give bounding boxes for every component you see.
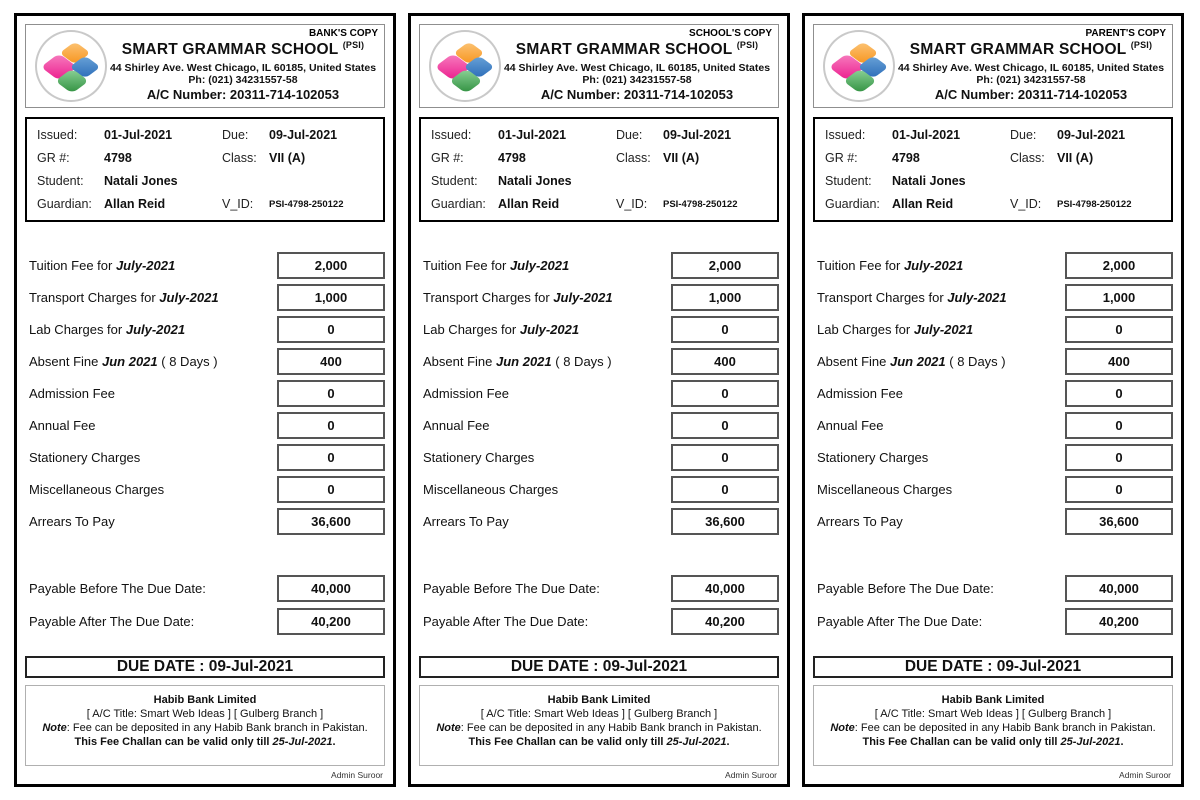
admin-signature: Admin Suroor <box>1119 770 1171 780</box>
due-date: 09-Jul-2021 <box>269 128 338 142</box>
fee-amount-box <box>277 412 385 439</box>
fee-row <box>813 252 1173 279</box>
due-label: Due: <box>616 128 643 142</box>
school-logo-icon <box>822 29 896 103</box>
payable-amount-box <box>671 608 779 635</box>
fee-row <box>813 412 1173 439</box>
school-phone: Ph: (021) 34231557-58 <box>188 73 298 86</box>
fee-amount-box <box>1065 380 1173 407</box>
payable-amount-box <box>1065 608 1173 635</box>
fee-label: Lab Charges for July-2021 <box>423 322 580 337</box>
bank-footer <box>419 685 779 766</box>
payable-amount-box <box>1065 575 1173 602</box>
fee-amount: 0 <box>721 322 729 337</box>
fee-row <box>419 380 779 407</box>
fee-label: Miscellaneous Charges <box>817 482 953 497</box>
fee-amount: 0 <box>1115 482 1123 497</box>
validity-note: This Fee Challan can be valid only till 25-Jul-2021. <box>862 736 1124 748</box>
due-date-banner: DUE DATE : 09-Jul-2021 <box>25 656 385 678</box>
class-label: Class: <box>616 151 651 165</box>
payable-label: Payable After The Due Date: <box>423 614 589 629</box>
voucher-id: PSI-4798-250122 <box>663 198 738 210</box>
fee-label: Annual Fee <box>817 418 884 433</box>
school-account-number: A/C Number: 20311-714-102053 <box>540 86 734 102</box>
school-name-suffix: (PSI) <box>342 40 365 51</box>
fee-amount-box <box>1065 284 1173 311</box>
fee-label: Tuition Fee for July-2021 <box>423 258 570 273</box>
fee-amount-box <box>277 284 385 311</box>
issued-label: Issued: <box>825 128 866 142</box>
fee-amount: 0 <box>327 418 335 433</box>
gr-number: 4798 <box>892 151 920 165</box>
school-header <box>813 24 1173 108</box>
bank-branch: [ A/C Title: Smart Web Ideas ] [ Gulberg Branch ] <box>480 708 718 720</box>
voucher-id: PSI-4798-250122 <box>269 198 344 210</box>
fee-amount-box <box>671 412 779 439</box>
fee-amount-box <box>277 252 385 279</box>
issued-label: Issued: <box>37 128 78 142</box>
fee-amount: 400 <box>320 354 342 369</box>
fee-amount: 1,000 <box>1102 290 1136 305</box>
payable-row <box>813 575 1173 602</box>
due-date: 09-Jul-2021 <box>1057 128 1126 142</box>
school-header <box>25 24 385 108</box>
fee-row <box>813 476 1173 503</box>
voucher-id: PSI-4798-250122 <box>1057 198 1132 210</box>
fee-amount: 2,000 <box>1102 258 1136 273</box>
school-name-suffix: (PSI) <box>1130 40 1153 51</box>
fee-label: Stationery Charges <box>817 450 929 465</box>
fee-row <box>419 412 779 439</box>
guardian-name: Allan Reid <box>104 197 166 211</box>
fee-label: Tuition Fee for July-2021 <box>29 258 176 273</box>
student-label: Student: <box>431 174 478 188</box>
bank-branch: [ A/C Title: Smart Web Ideas ] [ Gulberg Branch ] <box>874 708 1112 720</box>
issued-date: 01-Jul-2021 <box>104 128 173 142</box>
school-phone: Ph: (021) 34231557-58 <box>976 73 1086 86</box>
class-label: Class: <box>1010 151 1045 165</box>
school-account-number: A/C Number: 20311-714-102053 <box>146 86 340 102</box>
student-info-box <box>813 117 1173 222</box>
gr-label: GR #: <box>37 151 70 165</box>
fee-amount: 400 <box>1108 354 1130 369</box>
payable-row <box>25 608 385 635</box>
payable-amount-box <box>671 575 779 602</box>
fee-challan-copy <box>802 13 1184 787</box>
totals-rows <box>813 575 1173 641</box>
bank-name: Habib Bank Limited <box>941 694 1045 706</box>
vid-label: V_ID: <box>222 197 254 211</box>
bank-name: Habib Bank Limited <box>547 694 651 706</box>
gr-label: GR #: <box>825 151 858 165</box>
gr-number: 4798 <box>498 151 526 165</box>
fee-amount-box <box>277 316 385 343</box>
copy-label: SCHOOL'S COPY <box>689 28 772 39</box>
fee-label: Absent Fine Jun 2021 ( 8 Days ) <box>29 354 218 369</box>
fee-label: Tuition Fee for July-2021 <box>817 258 964 273</box>
student-info-box <box>25 117 385 222</box>
school-account-number: A/C Number: 20311-714-102053 <box>934 86 1128 102</box>
fee-row <box>25 508 385 535</box>
fee-row <box>25 476 385 503</box>
issued-date: 01-Jul-2021 <box>892 128 961 142</box>
vid-label: V_ID: <box>616 197 648 211</box>
fee-amount-box <box>277 508 385 535</box>
payable-row <box>813 608 1173 635</box>
fee-label: Transport Charges for July-2021 <box>817 290 1007 305</box>
fee-label: Arrears To Pay <box>29 514 115 529</box>
school-text-block <box>108 30 378 101</box>
copy-label: PARENT'S COPY <box>1085 28 1166 39</box>
fee-row <box>813 348 1173 375</box>
fee-amount-box <box>277 444 385 471</box>
guardian-label: Guardian: <box>37 197 92 211</box>
school-name: SMART GRAMMAR SCHOOL $^{(PSI)}$ <box>121 40 365 59</box>
fee-label: Admission Fee <box>423 386 509 401</box>
payable-amount-box <box>277 608 385 635</box>
payable-amount: 40,000 <box>1099 581 1139 596</box>
school-header <box>419 24 779 108</box>
fee-amount-box <box>671 316 779 343</box>
issued-label: Issued: <box>431 128 472 142</box>
payable-row <box>25 575 385 602</box>
fee-row <box>813 380 1173 407</box>
fee-amount: 36,600 <box>311 514 351 529</box>
fee-row <box>25 444 385 471</box>
payable-label: Payable Before The Due Date: <box>29 581 206 596</box>
due-date-banner: DUE DATE : 09-Jul-2021 <box>813 656 1173 678</box>
deposit-note: Note: Fee can be deposited in any Habib Bank branch in Pakistan. <box>830 722 1156 734</box>
fee-row <box>419 284 779 311</box>
fee-amount: 36,600 <box>1099 514 1139 529</box>
fee-amount: 0 <box>1115 322 1123 337</box>
bank-branch: [ A/C Title: Smart Web Ideas ] [ Gulberg Branch ] <box>86 708 324 720</box>
class-label: Class: <box>222 151 257 165</box>
due-label: Due: <box>1010 128 1037 142</box>
fee-amount-box <box>671 476 779 503</box>
fee-row <box>25 348 385 375</box>
payable-amount: 40,000 <box>705 581 745 596</box>
fee-label: Arrears To Pay <box>423 514 509 529</box>
fee-amount-box <box>1065 444 1173 471</box>
payable-label: Payable After The Due Date: <box>817 614 983 629</box>
school-address: 44 Shirley Ave. West Chicago, IL 60185, United States <box>503 61 771 74</box>
fee-amount-box <box>671 252 779 279</box>
bank-name: Habib Bank Limited <box>153 694 257 706</box>
school-logo-icon <box>34 29 108 103</box>
fee-label: Admission Fee <box>817 386 903 401</box>
totals-rows <box>25 575 385 641</box>
fee-amount: 0 <box>1115 418 1123 433</box>
fee-label: Admission Fee <box>29 386 115 401</box>
payable-label: Payable Before The Due Date: <box>817 581 994 596</box>
fee-amount-box <box>1065 252 1173 279</box>
fee-label: Transport Charges for July-2021 <box>29 290 219 305</box>
guardian-name: Allan Reid <box>498 197 560 211</box>
fee-amount-box <box>671 508 779 535</box>
fee-label: Annual Fee <box>423 418 490 433</box>
totals-rows <box>419 575 779 641</box>
school-name: SMART GRAMMAR SCHOOL $^{(PSI)}$ <box>909 40 1153 59</box>
payable-row <box>419 575 779 602</box>
fee-row <box>25 380 385 407</box>
copy-label: BANK'S COPY <box>308 28 378 39</box>
school-logo-icon <box>428 29 502 103</box>
fee-amount: 1,000 <box>708 290 742 305</box>
payable-label: Payable After The Due Date: <box>29 614 195 629</box>
fee-row <box>813 284 1173 311</box>
deposit-note: Note: Fee can be deposited in any Habib Bank branch in Pakistan. <box>436 722 762 734</box>
school-phone: Ph: (021) 34231557-58 <box>582 73 692 86</box>
fee-row <box>25 284 385 311</box>
fee-amount-box <box>1065 316 1173 343</box>
class-value: VII (A) <box>663 151 700 165</box>
fee-challan-copy <box>14 13 396 787</box>
school-text-block <box>502 30 772 101</box>
gr-number: 4798 <box>104 151 132 165</box>
fee-label: Stationery Charges <box>423 450 535 465</box>
fee-row <box>813 508 1173 535</box>
fee-amount: 0 <box>721 482 729 497</box>
due-date-banner: DUE DATE : 09-Jul-2021 <box>419 656 779 678</box>
student-info-box <box>419 117 779 222</box>
fee-label: Transport Charges for July-2021 <box>423 290 613 305</box>
school-name: SMART GRAMMAR SCHOOL $^{(PSI)}$ <box>515 40 759 59</box>
guardian-name: Allan Reid <box>892 197 954 211</box>
validity-note: This Fee Challan can be valid only till 25-Jul-2021. <box>74 736 336 748</box>
fee-amount-box <box>1065 508 1173 535</box>
fee-row <box>25 252 385 279</box>
fee-label: Absent Fine Jun 2021 ( 8 Days ) <box>423 354 612 369</box>
fee-amount-box <box>1065 412 1173 439</box>
student-name: Natali Jones <box>498 174 572 188</box>
validity-note: This Fee Challan can be valid only till 25-Jul-2021. <box>468 736 730 748</box>
fee-amount: 0 <box>1115 386 1123 401</box>
fee-row <box>419 348 779 375</box>
bank-footer <box>813 685 1173 766</box>
fee-amount: 0 <box>721 418 729 433</box>
guardian-label: Guardian: <box>431 197 486 211</box>
fee-amount: 0 <box>327 322 335 337</box>
fee-rows <box>25 252 385 540</box>
fee-amount-box <box>671 284 779 311</box>
fee-amount: 0 <box>721 386 729 401</box>
fee-row <box>25 316 385 343</box>
fee-row <box>419 252 779 279</box>
payable-amount: 40,000 <box>311 581 351 596</box>
fee-amount: 0 <box>1115 450 1123 465</box>
fee-amount: 0 <box>721 450 729 465</box>
school-text-block <box>896 30 1166 101</box>
payable-amount: 40,200 <box>1099 614 1139 629</box>
school-address: 44 Shirley Ave. West Chicago, IL 60185, United States <box>897 61 1165 74</box>
fee-label: Stationery Charges <box>29 450 141 465</box>
payable-label: Payable Before The Due Date: <box>423 581 600 596</box>
fee-label: Lab Charges for July-2021 <box>817 322 974 337</box>
fee-amount: 36,600 <box>705 514 745 529</box>
fee-amount-box <box>671 380 779 407</box>
fee-amount: 0 <box>327 482 335 497</box>
fee-amount: 400 <box>714 354 736 369</box>
guardian-label: Guardian: <box>825 197 880 211</box>
admin-signature: Admin Suroor <box>331 770 383 780</box>
admin-signature: Admin Suroor <box>725 770 777 780</box>
fee-amount-box <box>1065 348 1173 375</box>
fee-amount: 0 <box>327 450 335 465</box>
fee-amount-box <box>1065 476 1173 503</box>
student-name: Natali Jones <box>892 174 966 188</box>
fee-rows <box>419 252 779 540</box>
fee-amount-box <box>277 476 385 503</box>
fee-label: Lab Charges for July-2021 <box>29 322 186 337</box>
fee-label: Absent Fine Jun 2021 ( 8 Days ) <box>817 354 1006 369</box>
payable-row <box>419 608 779 635</box>
fee-amount-box <box>671 444 779 471</box>
fee-amount-box <box>277 348 385 375</box>
student-label: Student: <box>825 174 872 188</box>
deposit-note: Note: Fee can be deposited in any Habib Bank branch in Pakistan. <box>42 722 368 734</box>
issued-date: 01-Jul-2021 <box>498 128 567 142</box>
payable-amount-box <box>277 575 385 602</box>
fee-label: Arrears To Pay <box>817 514 903 529</box>
fee-row <box>419 316 779 343</box>
school-address: 44 Shirley Ave. West Chicago, IL 60185, United States <box>109 61 377 74</box>
fee-row <box>419 476 779 503</box>
fee-label: Annual Fee <box>29 418 96 433</box>
bank-footer <box>25 685 385 766</box>
fee-challan-copy <box>408 13 790 787</box>
fee-row <box>25 412 385 439</box>
fee-amount: 0 <box>327 386 335 401</box>
fee-amount: 2,000 <box>314 258 348 273</box>
fee-amount: 1,000 <box>314 290 348 305</box>
fee-row <box>419 444 779 471</box>
payable-amount: 40,200 <box>311 614 351 629</box>
fee-label: Miscellaneous Charges <box>29 482 165 497</box>
school-name-suffix: (PSI) <box>736 40 759 51</box>
fee-amount-box <box>671 348 779 375</box>
fee-amount-box <box>277 380 385 407</box>
fee-row <box>813 444 1173 471</box>
fee-label: Miscellaneous Charges <box>423 482 559 497</box>
fee-amount: 2,000 <box>708 258 742 273</box>
due-label: Due: <box>222 128 249 142</box>
class-value: VII (A) <box>1057 151 1094 165</box>
due-date: 09-Jul-2021 <box>663 128 732 142</box>
fee-row <box>419 508 779 535</box>
student-label: Student: <box>37 174 84 188</box>
fee-rows <box>813 252 1173 540</box>
payable-amount: 40,200 <box>705 614 745 629</box>
student-name: Natali Jones <box>104 174 178 188</box>
class-value: VII (A) <box>269 151 306 165</box>
gr-label: GR #: <box>431 151 464 165</box>
fee-row <box>813 316 1173 343</box>
vid-label: V_ID: <box>1010 197 1042 211</box>
